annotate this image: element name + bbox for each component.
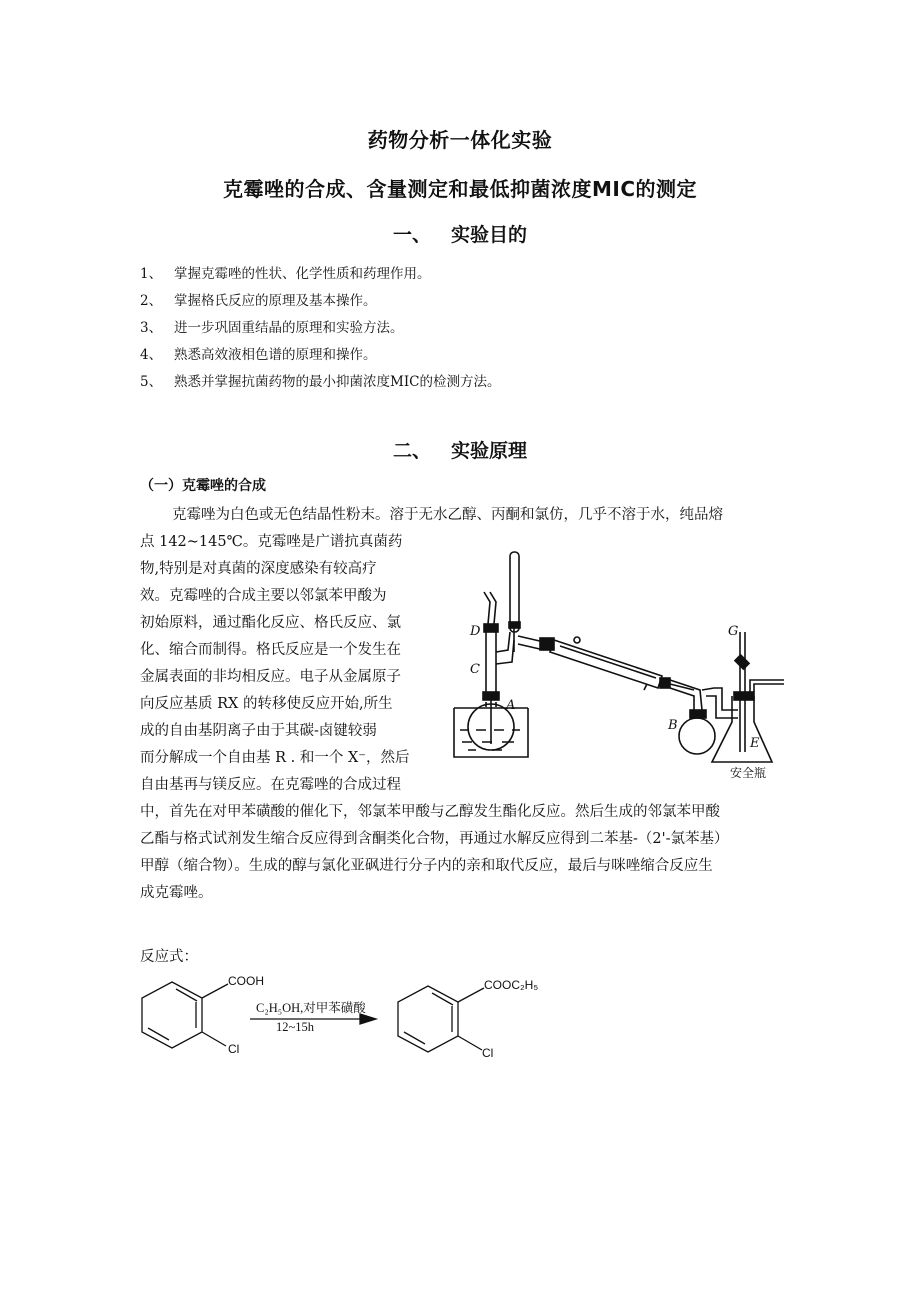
reagent-conditions: C₂H₅OH,对甲苯磺酸 xyxy=(256,1001,366,1015)
section-2-number: 二、 xyxy=(392,440,431,462)
paragraph-line: 化、缩合而制得。格氏反应是一个发生在 xyxy=(140,642,401,658)
distillation-apparatus-figure xyxy=(432,532,784,782)
reactant-cl: Cl xyxy=(228,1042,240,1056)
label-c: C xyxy=(470,662,480,677)
product-cooc2h5: COOC₂H₅ xyxy=(484,978,539,992)
paragraph-line: 物,特别是对真菌的深度感染有较高疗 xyxy=(140,561,377,577)
product-cl: Cl xyxy=(482,1046,494,1060)
paragraph-line: 效。克霉唑的合成主要以邻氯苯甲酸为 xyxy=(140,588,387,604)
paragraph-line: 乙酯与格式试剂发生缩合反应得到含酮类化合物，再通过水解反应得到二苯基-（2'-氯苯基） xyxy=(140,831,729,847)
section-1-number: 一、 xyxy=(392,224,431,246)
paragraph-line: 向反应基质 RX 的转移使反应开始,所生 xyxy=(140,696,393,712)
paragraph-line: 成克霉唑。 xyxy=(140,885,213,901)
label-e: E xyxy=(750,736,760,751)
paragraph-line: 甲醇（缩合物）。生成的醇与氯化亚砜进行分子内的亲和取代反应，最后与咪唑缩合反应生 xyxy=(140,858,713,874)
reaction-scheme xyxy=(132,970,552,1070)
label-d: D xyxy=(470,624,481,639)
section-2-heading xyxy=(0,436,920,463)
label-a: A xyxy=(506,698,516,713)
reactant-cooh: COOH xyxy=(228,974,264,988)
paragraph-line: 中，首先在对甲苯磺酸的催化下，邻氯苯甲酸与乙醇发生酯化反应。然后生成的邻氯苯甲酸 xyxy=(140,804,720,820)
paragraph-line: 成的自由基阴离子由于其碳-卤键较弱 xyxy=(140,723,377,739)
paragraph-line: 而分解成一个自由基 R . 和一个 X⁻，然后 xyxy=(140,750,410,766)
paragraph-line: 自由基再与镁反应。在克霉唑的合成过程 xyxy=(140,777,401,793)
objective-item: 1、 掌握克霉唑的性状、化学性质和药理作用。 xyxy=(140,266,431,282)
apparatus-drawing-icon xyxy=(432,532,784,782)
safety-bottle-caption: 安全瓶 xyxy=(730,766,767,780)
objective-item: 5、 熟悉并掌握抗菌药物的最小抑菌浓度MIC的检测方法。 xyxy=(140,374,501,390)
objective-item: 3、 进一步巩固重结晶的原理和实验方法。 xyxy=(140,320,404,336)
paragraph-line: 初始原料，通过酯化反应、格氏反应、氯 xyxy=(140,615,401,631)
label-b: B xyxy=(668,718,678,733)
reaction-time: 12~15h xyxy=(276,1020,315,1034)
section-2-title: 实验原理 xyxy=(451,440,528,462)
section-1-heading xyxy=(0,220,920,247)
paragraph-line: 点 142~145℃。克霉唑是广谱抗真菌药 xyxy=(140,534,403,550)
objective-item: 4、 熟悉高效液相色谱的原理和操作。 xyxy=(140,347,377,363)
section-1-title: 实验目的 xyxy=(451,224,528,246)
document-subtitle: 克霉唑的合成、含量测定和最低抑菌浓度MIC的测定 xyxy=(222,177,698,201)
paragraph-line: 金属表面的非均相反应。电子从金属原子 xyxy=(140,669,401,685)
objective-item: 2、 掌握格氏反应的原理及基本操作。 xyxy=(140,293,377,309)
document-title: 药物分析一体化实验 xyxy=(367,128,553,152)
label-g: G xyxy=(728,624,739,639)
reaction-label: 反应式： xyxy=(140,949,198,965)
paragraph-line: 克霉唑为白色或无色结晶性粉末。溶于无水乙醇、丙酮和氯仿，几乎不溶于水，纯品熔 xyxy=(172,507,723,523)
subsection-heading: （一）克霉唑的合成 xyxy=(140,478,266,494)
